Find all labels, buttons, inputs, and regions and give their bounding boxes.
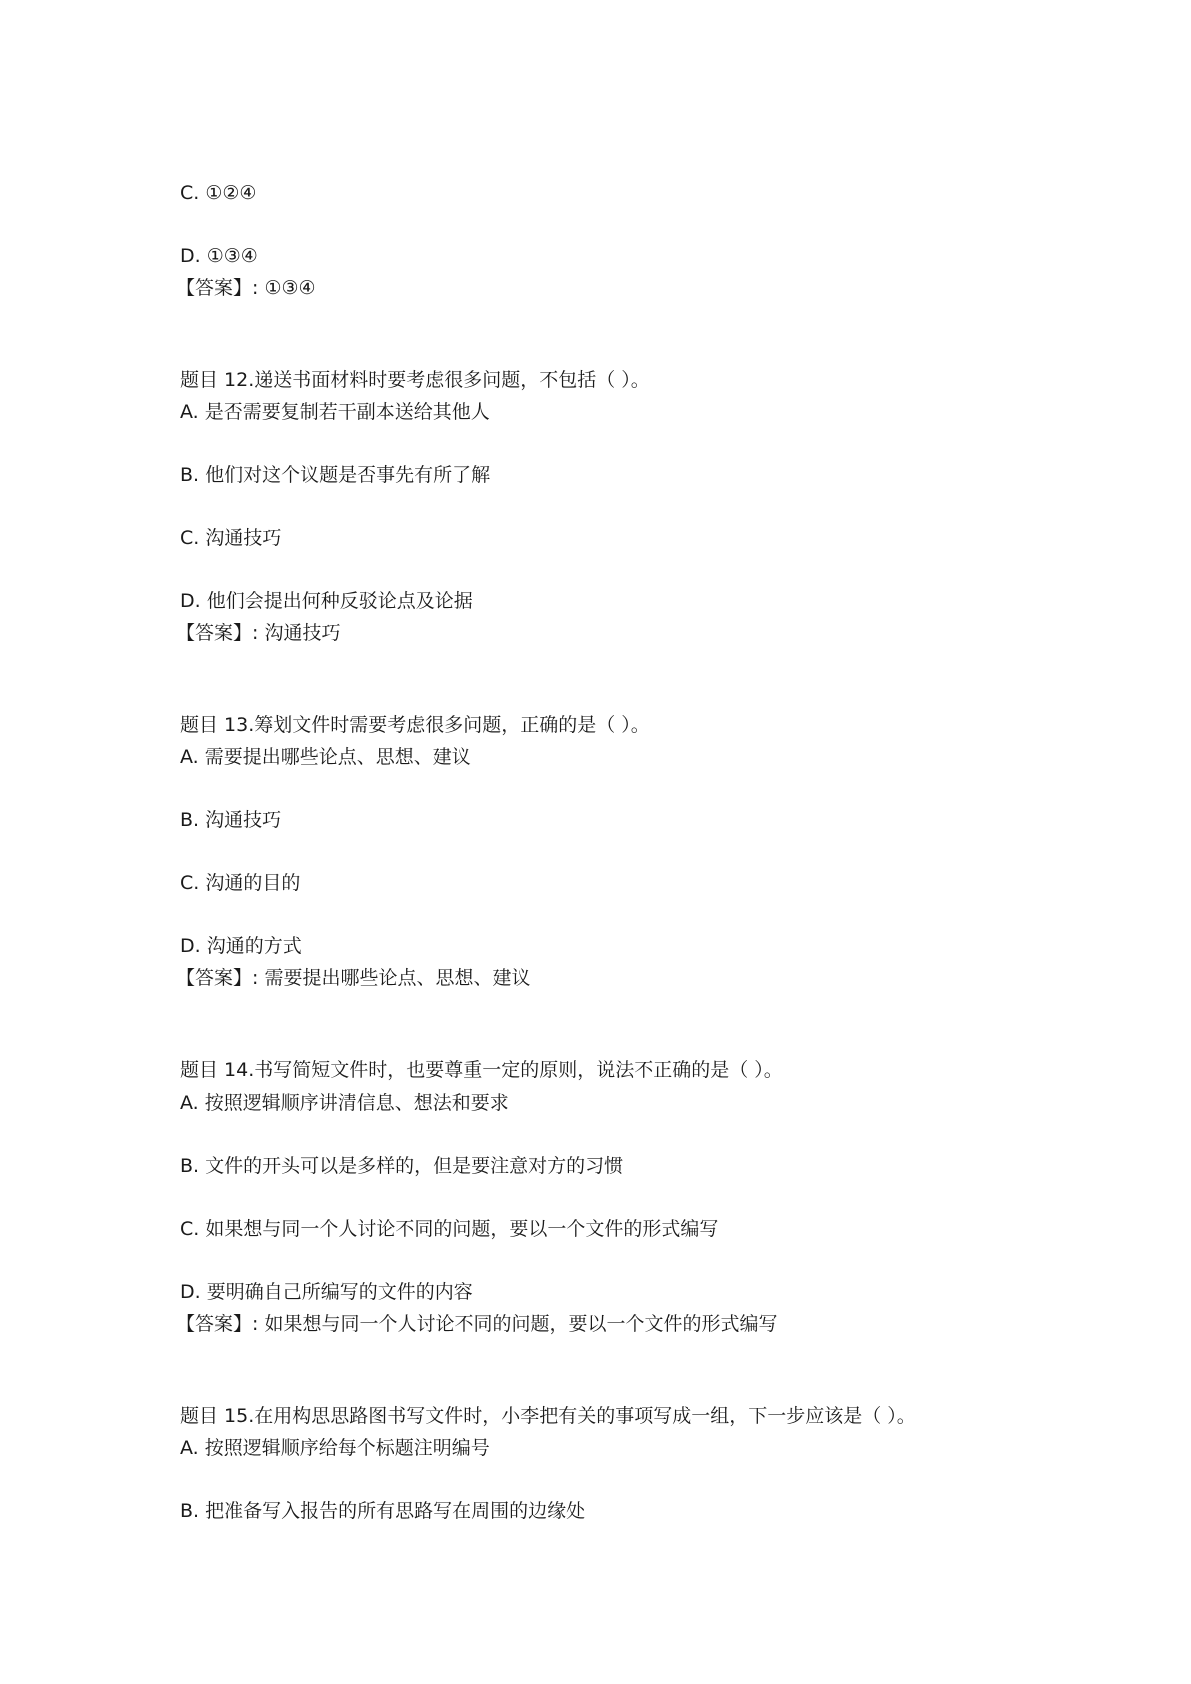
question-12-title: 题目 12.递送书面材料时要考虑很多问题，不包括（ ）。 <box>180 369 650 391</box>
option-a-q13: A. 需要提出哪些论点、思想、建议 <box>180 746 471 768</box>
option-c-q14: C. 如果想与同一个人讨论不同的问题，要以一个文件的形式编写 <box>180 1218 719 1240</box>
option-a-q12: A. 是否需要复制若干副本送给其他人 <box>180 401 490 423</box>
option-d-q12: D. 他们会提出何种反驳论点及论据 <box>180 590 473 612</box>
answer-q12: 【答案】: 沟通技巧 <box>176 622 341 644</box>
answer-q14: 【答案】: 如果想与同一个人讨论不同的问题，要以一个文件的形式编写 <box>176 1313 778 1335</box>
question-13-title: 题目 13.筹划文件时需要考虑很多问题，正确的是（ ）。 <box>180 714 650 736</box>
option-c-q12: C. 沟通技巧 <box>180 527 282 549</box>
answer-q13: 【答案】: 需要提出哪些论点、思想、建议 <box>176 967 531 989</box>
answer-q11: 【答案】: ①③④ <box>176 277 316 299</box>
option-b-q12: B. 他们对这个议题是否事先有所了解 <box>180 464 491 486</box>
option-b-q15: B. 把准备写入报告的所有思路写在周围的边缘处 <box>180 1500 586 1522</box>
option-a-q14: A. 按照逻辑顺序讲清信息、想法和要求 <box>180 1092 509 1114</box>
option-b-q14: B. 文件的开头可以是多样的，但是要注意对方的习惯 <box>180 1155 624 1177</box>
option-b-q13: B. 沟通技巧 <box>180 809 282 831</box>
option-d-q13: D. 沟通的方式 <box>180 935 302 957</box>
question-14-title: 题目 14.书写简短文件时，也要尊重一定的原则，说法不正确的是（ ）。 <box>180 1059 783 1081</box>
option-d-q14: D. 要明确自己所编写的文件的内容 <box>180 1281 473 1303</box>
option-a-q15: A. 按照逻辑顺序给每个标题注明编号 <box>180 1437 490 1459</box>
option-c-q13: C. 沟通的目的 <box>180 872 301 894</box>
option-c-q11: C. ①②④ <box>180 182 257 204</box>
option-d-q11: D. ①③④ <box>180 245 258 267</box>
question-15-title: 题目 15.在用构思思路图书写文件时，小李把有关的事项写成一组，下一步应该是（ ）。 <box>180 1405 916 1427</box>
